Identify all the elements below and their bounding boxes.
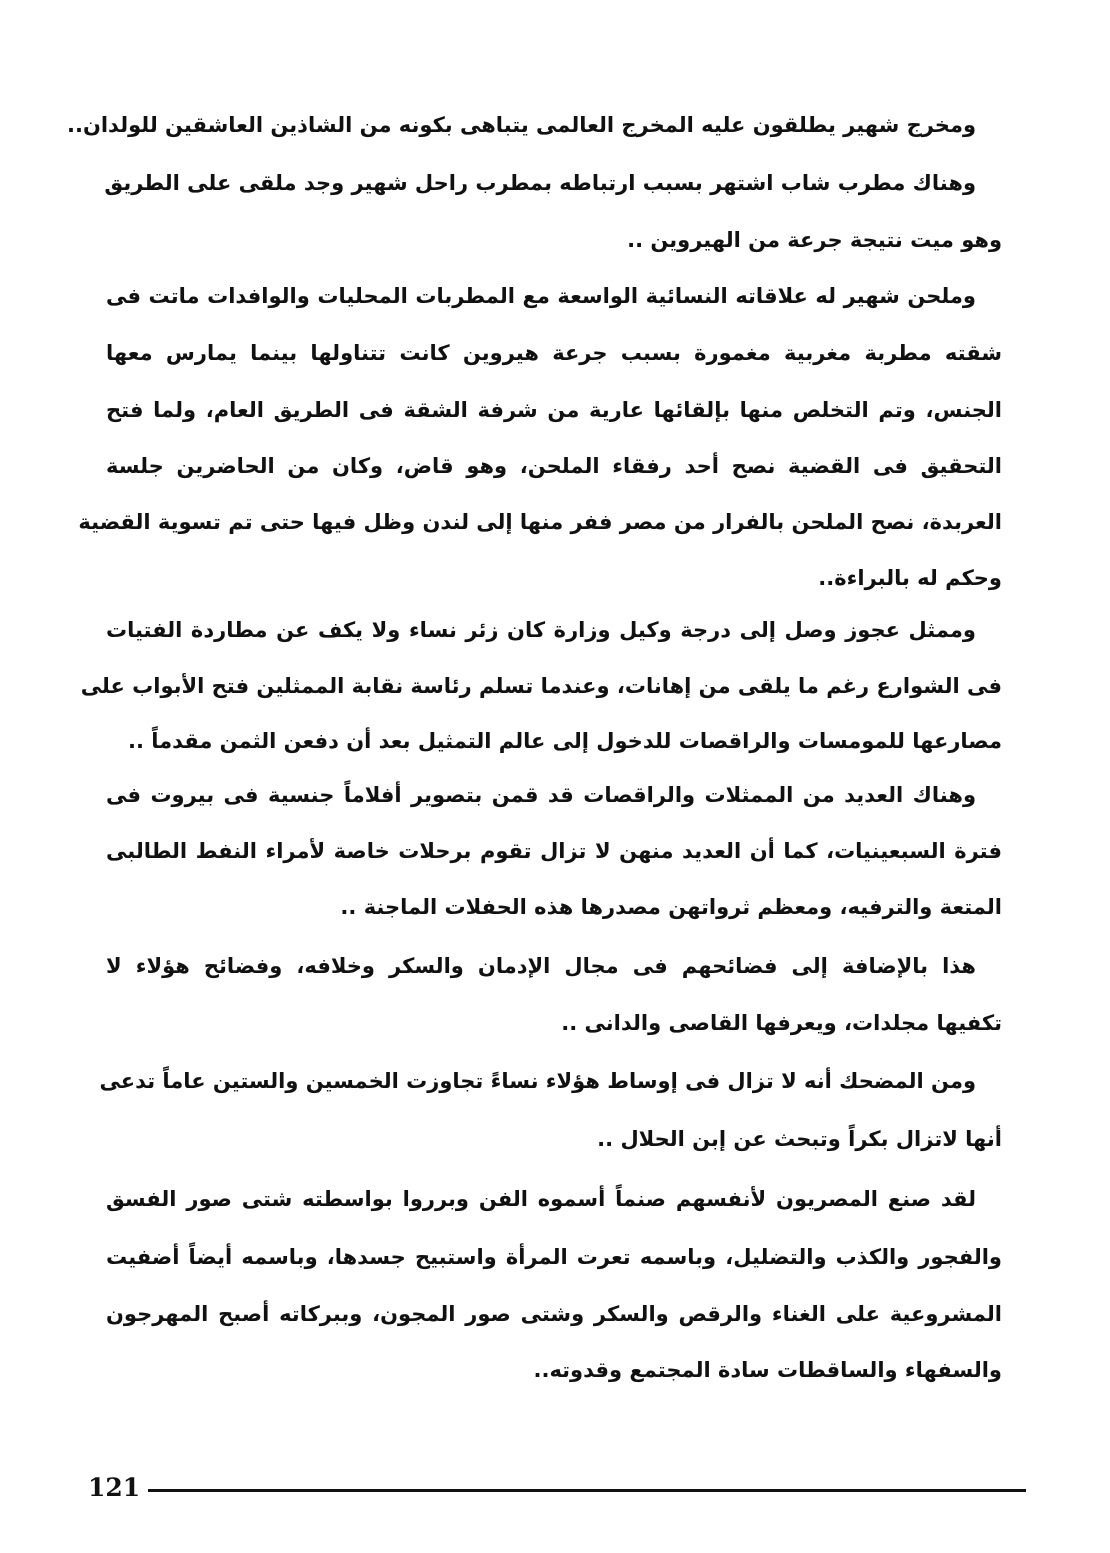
text-line: تكفيها مجلدات، ويعرفها القاصى والدانى .. [561, 1011, 1002, 1035]
text-line: وملحن شهير له علاقاته النسائية الواسعة مع المطربات المحليات والوافدات ماتت فى [106, 284, 976, 308]
text-line: المتعة والترفيه، ومعظم ثرواتهن مصدرها هذه الحفلات الماجنة .. [340, 895, 1002, 919]
text-line: مصارعها للمومسات والراقصات للدخول إلى عالم التمثيل بعد أن دفعن الثمن مقدماً .. [127, 729, 1002, 753]
text-line: فى الشوارع رغم ما يلقى من إهانات، وعندما تسلم رئاسة نقابة الممثلين فتح الأبواب على [80, 674, 1002, 698]
text-line: المشروعية على الغناء والرقص والسكر وشتى صور المجون، وببركاته أصبح المهرجون [106, 1302, 1002, 1326]
footer-rule [148, 1489, 1026, 1492]
text-line: وهو ميت نتيجة جرعة من الهيروين .. [627, 228, 1002, 252]
text-line: التحقيق فى القضية نصح أحد رفقاء الملحن، وهو قاض، وكان من الحاضرين جلسة [106, 454, 1002, 478]
text-line: شقته مطربة مغربية مغمورة بسبب جرعة هيروين كانت تتناولها بينما يمارس معها [106, 341, 1002, 365]
text-line: العربدة، نصح الملحن بالفرار من مصر ففر منها إلى لندن وظل فيها حتى تم تسوية القضية [78, 510, 1002, 534]
text-line: وحكم له بالبراءة.. [818, 566, 1002, 590]
text-line: وهناك مطرب شاب اشتهر بسبب ارتباطه بمطرب راحل شهير وجد ملقى على الطريق [104, 171, 976, 195]
text-line: ومن المضحك أنه لا تزال فى إوساط هؤلاء نساءً تجاوزت الخمسين والستين عاماً تدعى [99, 1069, 976, 1093]
text-line: والفجور والكذب والتضليل، وباسمه تعرت المرأة واستبيح جسدها، وباسمه أيضاً أضفيت [106, 1245, 1002, 1269]
text-line: هذا بالإضافة إلى فضائحهم فى مجال الإدمان والسكر وخلافه، وفضائح هؤلاء لا [106, 954, 976, 978]
text-line: فترة السبعينيات، كما أن العديد منهن لا تزال تقوم برحلات خاصة لأمراء النفط الطالبى [106, 839, 1002, 863]
text-line: لقد صنع المصريون لأنفسهم صنماً أسموه الفن وبرروا بواسطته شتى صور الفسق [106, 1187, 976, 1211]
text-line: وهناك العديد من الممثلات والراقصات قد قمن بتصوير أفلاماً جنسية فى بيروت فى [106, 783, 976, 807]
text-line: الجنس، وتم التخلص منها بإلقائها عارية من شرفة الشقة فى الطريق العام، ولما فتح [106, 398, 1002, 422]
page-number: 121 [88, 1473, 141, 1502]
text-line: وممثل عجوز وصل إلى درجة وكيل وزارة كان زئر نساء ولا يكف عن مطاردة الفتيات [106, 618, 976, 642]
text-line: أنها لاتزال بكراً وتبحث عن إبن الحلال .. [597, 1127, 1002, 1151]
text-line: ومخرج شهير يطلقون عليه المخرج العالمى يتباهى بكونه من الشاذين العاشقين للولدان.. [66, 113, 976, 137]
text-line: والسفهاء والساقطات سادة المجتمع وقدوته.. [533, 1358, 1002, 1382]
